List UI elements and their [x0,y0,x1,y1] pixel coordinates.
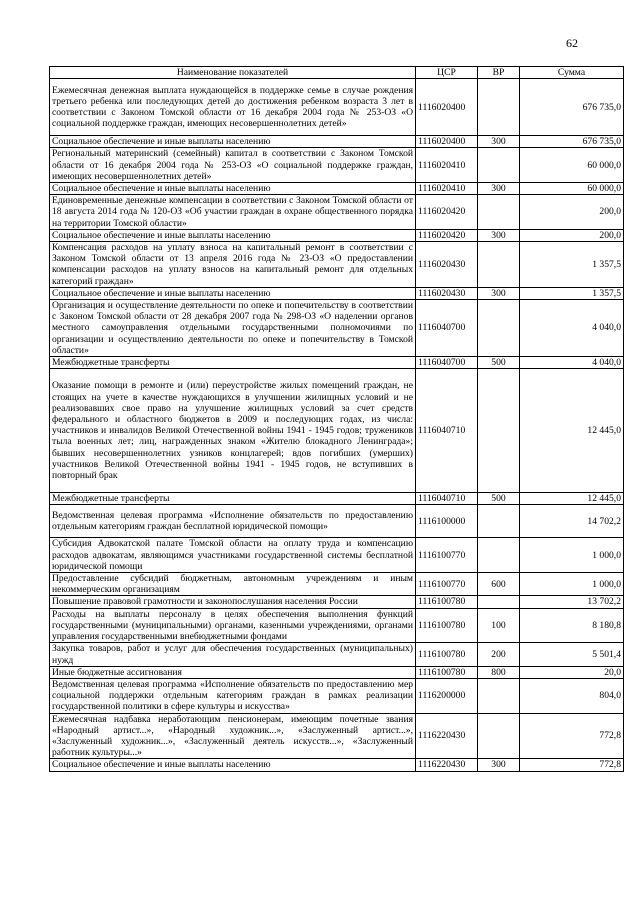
table-row [50,666,624,678]
row-sum: 676 735,0 [520,136,624,148]
row-vr [478,538,520,573]
row-code: 1116040710 [416,369,478,493]
row-vr [478,300,520,357]
row-code: 1116040700 [416,300,478,357]
table-row [50,369,624,493]
row-vr: 300 [478,287,520,299]
row-name: Ведомственная целевая программа «Исполнение обязательств по предоставлению мер социальной поддержки отдельным категориям граждан в рамках реализации государственной политики в сфере культуры и искусства» [50,678,416,713]
row-name: Иные бюджетные ассигнования [50,666,416,678]
row-name: Социальное обеспечение и иные выплаты населению [50,287,416,299]
row-name: Оказание помощи в ремонте и (или) переустройстве жилых помещений граждан, не стоящих на учете в качестве нуждающихся в улучшении жилищных условий и не реализовавших свое право на улучшение жилищных условий за счет средств федерального и областного бюджетов в 2009 и последующих годах, из числа: участников и инвалидов Великой Отечественной войны 1941 - 1945 годов; тружеников тыла военных лет; лиц, награжденных знаком «Жителю блокадного Ленинграда»; бывших несовершеннолетних узников концлагерей; вдов погибших (умерших) участников Великой Отечественной войны 1941 - 1945 годов, не вступивших в повторный брак [50,369,416,493]
row-code: 1116100770 [416,538,478,573]
table-row [50,713,624,759]
row-code: 1116020430 [416,287,478,299]
table-row [50,643,624,666]
row-sum: 772,8 [520,713,624,759]
row-code: 1116040700 [416,357,478,369]
row-vr: 200 [478,643,520,666]
table-row [50,229,624,241]
row-name: Межбюджетные трансферты [50,493,416,505]
row-name: Межбюджетные трансферты [50,357,416,369]
row-name: Региональный материнский (семейный) капитал в соответствии с Законом Томской области от 16 декабря 2004 года № 253-ОЗ «О социальной поддержке граждан, имеющих несовершеннолетних детей» [50,148,416,183]
row-vr [478,713,520,759]
table-row [50,759,624,771]
row-vr [478,195,520,230]
row-sum: 12 445,0 [520,369,624,493]
row-vr [478,79,520,136]
row-name: Субсидия Адвокатской палате Томской области на оплату труда и компенсацию расходов адвокатам, являющимся участниками государственной системы бесплатной юридической помощи [50,538,416,573]
row-sum: 20,0 [520,666,624,678]
row-sum: 60 000,0 [520,148,624,183]
page-number: 62 [566,36,578,50]
row-code: 1116020400 [416,79,478,136]
row-vr: 300 [478,229,520,241]
table-header-row [50,67,624,79]
table-row [50,79,624,136]
header-name: Наименование показателей [50,67,416,79]
row-vr: 300 [478,183,520,195]
header-vr: ВР [478,67,520,79]
row-sum: 772,8 [520,759,624,771]
row-sum: 13 702,2 [520,596,624,608]
row-vr: 500 [478,493,520,505]
row-name: Ежемесячная денежная выплата нуждающейся в поддержке семье в случае рождения третьего ребенка или последующих детей до достижения ребенком возраста 3 лет в соответствии с Законом Томской области от 16 декабря 2004 года № 253-ОЗ «О социальной поддержке граждан, имеющих несовершеннолетних детей» [50,79,416,136]
table-row [50,242,624,288]
row-name: Ежемесячная надбавка неработающим пенсионерам, имеющим почетные звания «Народный артист...», «Народный художник...», «Заслуженный артист...», «Заслуженный художник...», «Заслуженный деятель искусств...», «Заслуженный работник культуры...» [50,713,416,759]
row-code: 1116220430 [416,713,478,759]
row-vr: 800 [478,666,520,678]
row-code: 1116100770 [416,573,478,596]
row-code: 1116020400 [416,136,478,148]
row-code: 1116020430 [416,242,478,288]
row-sum: 1 000,0 [520,538,624,573]
row-vr: 500 [478,357,520,369]
row-sum: 4 040,0 [520,300,624,357]
row-name: Ведомственная целевая программа «Исполнение обязательств по предоставлению отдельным категориям граждан бесплатной юридической помощи» [50,505,416,538]
row-vr [478,678,520,713]
row-name: Социальное обеспечение и иные выплаты населению [50,136,416,148]
row-name: Компенсация расходов на уплату взноса на капитальный ремонт в соответствии с Законом Томской области от 13 апреля 2016 года № 23-ОЗ «О предоставлении компенсации расходов на уплату взносов на капитальный ремонт для отдельных категорий граждан» [50,242,416,288]
header-code: ЦСР [416,67,478,79]
table-row [50,596,624,608]
table-row [50,678,624,713]
row-sum: 14 702,2 [520,505,624,538]
row-vr: 100 [478,608,520,643]
row-name: Социальное обеспечение и иные выплаты населению [50,183,416,195]
row-vr [478,242,520,288]
row-vr [478,596,520,608]
row-code: 1116020410 [416,148,478,183]
row-code: 1116020410 [416,183,478,195]
row-sum: 60 000,0 [520,183,624,195]
row-name: Организация и осуществление деятельности по опеке и попечительству в соответствии с Законом Томской области от 28 декабря 2007 года № 298-ОЗ «О наделении органов местного самоуправления отдельными государственными полномочиями по организации и осуществлению деятельности по опеке и попечительству в Томской области» [50,300,416,357]
row-sum: 1 357,5 [520,287,624,299]
row-sum: 1 357,5 [520,242,624,288]
row-name: Повышение правовой грамотности и законопослушания населения России [50,596,416,608]
row-code: 1116100780 [416,666,478,678]
row-vr [478,369,520,493]
row-vr [478,148,520,183]
row-code: 1116100780 [416,643,478,666]
table-row [50,357,624,369]
row-code: 1116020420 [416,195,478,230]
row-vr: 300 [478,136,520,148]
row-code: 1116220430 [416,759,478,771]
budget-table [49,66,624,772]
row-name: Единовременные денежные компенсации в соответствии с Законом Томской области от 18 августа 2014 года № 120-ОЗ «Об участии граждан в охране общественного порядка на территории Томской области» [50,195,416,230]
row-name: Социальное обеспечение и иные выплаты населению [50,759,416,771]
row-name: Закупка товаров, работ и услуг для обеспечения государственных (муниципальных) нужд [50,643,416,666]
row-sum: 676 735,0 [520,79,624,136]
row-sum: 5 501,4 [520,643,624,666]
table-row [50,505,624,538]
header-sum: Сумма [520,67,624,79]
row-sum: 8 180,8 [520,608,624,643]
row-code: 1116100000 [416,505,478,538]
row-sum: 200,0 [520,195,624,230]
row-vr [478,505,520,538]
row-name: Социальное обеспечение и иные выплаты населению [50,229,416,241]
table-row [50,538,624,573]
row-code: 1116100780 [416,608,478,643]
row-code: 1116020420 [416,229,478,241]
row-sum: 804,0 [520,678,624,713]
row-name: Расходы на выплаты персоналу в целях обеспечения выполнения функций государственными (муниципальными) органами, казенными учреждениями, органами управления государственными внебюджетными фондами [50,608,416,643]
row-sum: 4 040,0 [520,357,624,369]
row-name: Предоставление субсидий бюджетным, автономным учреждениям и иным некоммерческим организациям [50,573,416,596]
row-code: 1116200000 [416,678,478,713]
table-row [50,195,624,230]
table-row [50,608,624,643]
table-row [50,183,624,195]
table-row [50,300,624,357]
table-row [50,148,624,183]
row-vr: 600 [478,573,520,596]
table-row [50,136,624,148]
table-row [50,493,624,505]
row-sum: 200,0 [520,229,624,241]
row-code: 1116040710 [416,493,478,505]
row-sum: 1 000,0 [520,573,624,596]
row-code: 1116100780 [416,596,478,608]
row-vr: 300 [478,759,520,771]
table-row [50,287,624,299]
table-row [50,573,624,596]
row-sum: 12 445,0 [520,493,624,505]
